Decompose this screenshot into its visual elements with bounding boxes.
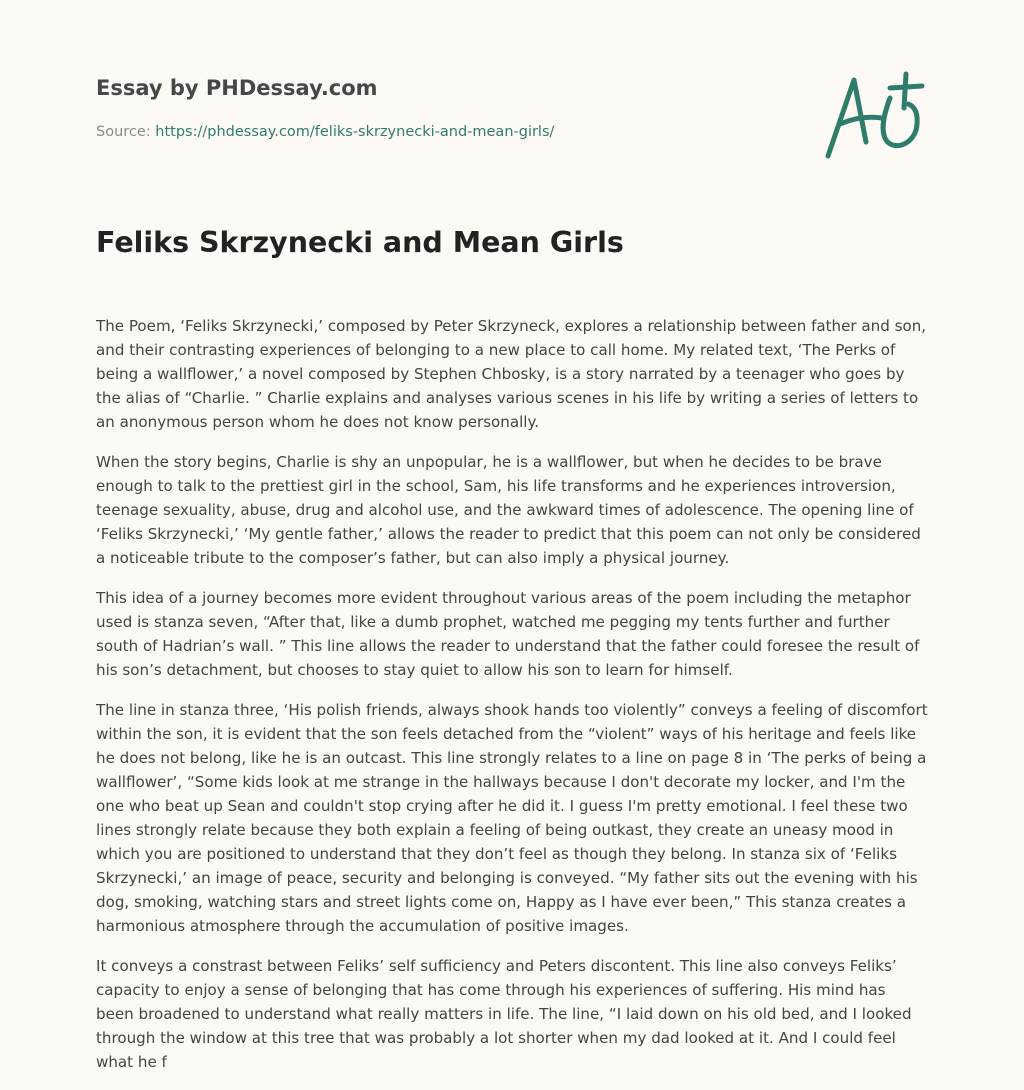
paragraph: The Poem, ‘Feliks Skrzynecki,’ composed by Peter Skrzyneck, explores a relationship between father and son, and their contrasting experiences of belonging to a new place to call home. My related text, ‘The Perks of being a wallflower,’ a novel composed by Stephen Chbosky, is a story narrated by a teenager who goes by the alias of “Charlie. ” Charlie explains and analyses various scenes in his life by writing a series of letters to an anonymous person whom he does not know personally. bbox=[96, 317, 927, 431]
paragraph: It conveys a constrast between Feliks’ self sufficiency and Peters discontent. This line also conveys Feliks’ capacity to enjoy a sense of belonging that has come through his experiences of suffering. His mind has been broadened to understand what really matters in life. The line, “I laid down on his old bed, and I looked through the window at this tree that was probably a lot shorter when my dad looked at it. And I could feel what he f bbox=[96, 957, 912, 1071]
page-header bbox=[96, 76, 936, 166]
source-label: Source: bbox=[96, 124, 156, 140]
source-line bbox=[96, 124, 554, 140]
article-body bbox=[96, 314, 928, 1090]
article-title: Feliks Skrzynecki and Mean Girls bbox=[96, 226, 624, 259]
site-title: Essay by PHDessay.com bbox=[96, 76, 378, 100]
paragraph: When the story begins, Charlie is shy an unpopular, he is a wallflower, but when he decides to be brave enough to talk to the prettiest girl in the school, Sam, his life transforms and he experiences introversion, teenage sexuality, abuse, drug and alcohol use, and the awkward times of adolescence. The opening line of ‘Feliks Skrzynecki,’ ‘My gentle father,’ allows the reader to predict that this poem can not only be considered a noticeable tribute to the composer’s father, but can also imply a physical journey. bbox=[96, 453, 921, 567]
source-link[interactable]: https://phdessay.com/feliks-skrzynecki-and-mean-girls/ bbox=[155, 124, 555, 140]
paragraph: The line in stanza three, ‘His polish friends, always shook hands too violently” conveys a feeling of discomfort within the son, it is evident that the son feels detached from the “violent” ways of his heritage and feels like he does not belong, like he is an outcast. This line strongly relates to a line on page 8 in ‘The perks of being a wallflower’, “Some kids look at me strange in the hallways because I don't decorate my locker, and I'm the one who beat up Sean and couldn't stop crying after he did it. I guess I'm pretty emotional. I feel these two lines strongly relate because they both explain a feeling of being outkast, they create an uneasy mood in which you are positioned to understand that they don’t feel as though they belong. In stanza six of ‘Feliks Skrzynecki,’ an image of peace, security and belonging is conveyed. “My father sits out the evening with his dog, smoking, watching stars and street lights come on, Happy as I have ever been,” This stanza creates a harmonious atmosphere through the accumulation of positive images. bbox=[96, 701, 928, 935]
paragraph: This idea of a journey becomes more evident throughout various areas of the poem including the metaphor used is stanza seven, “After that, like a dumb prophet, watched me pegging my tents further and further south of Hadrian’s wall. ” This line allows the reader to understand that the father could foresee the result of his son’s detachment, but chooses to stay quiet to allow his son to learn for himself. bbox=[96, 589, 920, 679]
a-plus-logo-icon bbox=[820, 68, 930, 168]
